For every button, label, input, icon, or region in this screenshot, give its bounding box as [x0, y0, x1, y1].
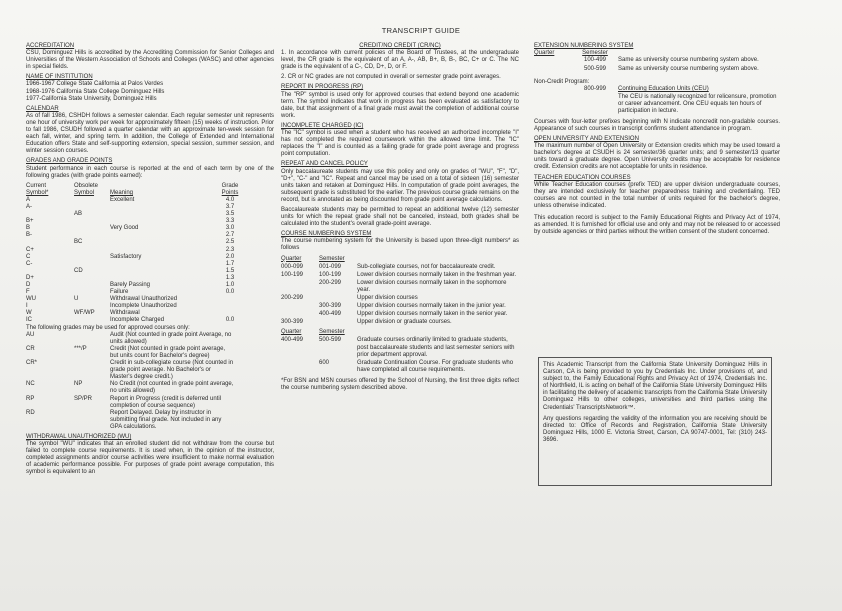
prefix-text: Courses with four-letter prefixes beginning with N indicate noncredit non-gradable courses. Appearance of such courses in transcript confirms student attendance in program.	[534, 118, 780, 132]
ext-description: Same as university course numbering system above.	[618, 57, 759, 64]
approved-grade-row	[26, 346, 274, 360]
cn-text: The course numbering system for the University is based upon three-digit numbers* as follows	[281, 238, 519, 252]
grade-obsolete-symbol	[74, 218, 110, 225]
grade-obsolete-symbol	[74, 282, 110, 289]
grade-current-symbol: I	[26, 303, 28, 310]
course-number-row	[281, 272, 519, 279]
grade-meaning	[110, 275, 208, 282]
ext-description: Same as university course numbering system above.	[618, 66, 759, 73]
grade-current-symbol: C	[26, 253, 31, 260]
grade-points: 3.0	[225, 225, 235, 232]
grade-meaning: Very Good	[110, 225, 139, 232]
grade-meaning: Barely Passing	[110, 282, 151, 288]
noncredit-label: Non-Credit Program:	[534, 79, 590, 86]
approved-symbol: CR*	[26, 360, 38, 367]
cn-hdr2-quarter: Quarter	[281, 329, 302, 336]
approved-grade-row	[26, 396, 274, 410]
cn-quarter: 400-499	[281, 337, 304, 344]
institution-name-line: 1977-California State University, Dominguez Hills	[26, 95, 157, 102]
cn-semester: 200-299	[319, 279, 342, 286]
approved-obsolete-symbol	[74, 332, 110, 346]
grade-current-symbol: WU	[26, 296, 36, 303]
ic-text: The "IC" symbol is used when a student who has received an authorized incomplete "I" has not completed the required coursework within the allowed time limit. The "IC" replaces the "I" and is counted as a failing grade for grade point average and progress point computation.	[281, 130, 519, 158]
open-heading: OPEN UNIVERSITY AND EXTENSION	[534, 136, 639, 143]
cn-header	[281, 256, 519, 263]
grade-meaning: Withdrawal Unauthorized	[110, 296, 178, 303]
grade-points: 2.5	[225, 239, 235, 246]
grade-current-symbol: B+	[26, 218, 34, 225]
grade-points: 0.0	[225, 317, 235, 324]
grade-points: 0.0	[225, 289, 235, 296]
credit-heading: CREDIT/NO CREDIT (CR/NC)	[359, 43, 441, 49]
cn-description: Graduate Continuation Course. For graduate students who have completed all course requirements.	[357, 359, 514, 373]
extension-row	[534, 57, 780, 64]
grade-row	[26, 317, 274, 324]
course-number-row	[281, 337, 519, 358]
grade-meaning	[110, 218, 208, 225]
hdr-points: Points	[221, 189, 239, 196]
grade-points: 2.7	[225, 232, 235, 239]
grade-rows	[26, 197, 274, 325]
hdr-obsolete: Obsolete	[74, 182, 99, 189]
grades-header-row-2	[26, 190, 274, 197]
course-number-row	[281, 295, 519, 302]
cn-quarter: 000-099	[281, 263, 304, 270]
ext-semester: 100-499	[583, 57, 607, 64]
cn-description: Upper division or graduate courses.	[357, 319, 452, 326]
grade-row	[26, 289, 274, 296]
grade-row	[26, 303, 274, 310]
approved-obsolete-symbol: SP/PR	[74, 395, 93, 402]
cn-semester: 400-499	[319, 311, 342, 318]
grade-obsolete-symbol: AB	[74, 211, 83, 218]
rp-text: The "RP" symbol is used only for approved courses that extend beyond one academic term. The symbol indicates that work in progress has been evaluated as satisfactory to date, but that assignment of a final grade must await the completion of additional course work.	[281, 91, 519, 119]
grade-meaning: Failure	[110, 289, 129, 296]
grade-points: 1.7	[225, 260, 235, 267]
ext-quarter	[534, 57, 572, 64]
grade-obsolete-symbol	[74, 275, 110, 282]
grade-current-symbol: B	[26, 225, 31, 232]
grade-current-symbol	[26, 239, 74, 246]
grade-points: 3.3	[225, 218, 235, 225]
course-number-row	[281, 360, 519, 374]
approved-obsolete-symbol	[74, 360, 110, 381]
ext-hdr-quarter: Quarter	[534, 50, 555, 57]
repeat-text-1: Only baccalaureate students may use this policy and only on grades of "WU", "F", "D", "D+", "C-" and "IC". Repeat and cancel may be used on a total of sixteen (16) semester units taken and retaken at Dominguez Hills. In computation of grade point averages, the subsequent grade is substituted for the earlier. The previous course grade remains on the record, but is annotated as being discounted from grade point average calculations.	[281, 168, 519, 203]
approved-meaning: No Credit (not counted in grade point average, no units allowed)	[110, 381, 234, 395]
grade-obsolete-symbol: CD	[74, 267, 83, 274]
grade-row	[26, 247, 274, 254]
wu-text: The symbol "WU" indicates that an enrolled student did not withdraw from the course but failed to complete course requirements. It is used when, in the opinion of the instructor, completed assignments and/or course activities were insufficient to make normal evaluation of academic performance possible. For purposes of grade point average computation, this symbol is equivalent to an	[26, 441, 274, 476]
grade-obsolete-symbol	[74, 254, 110, 261]
grade-row	[26, 275, 274, 282]
middle-column	[281, 43, 519, 395]
grade-obsolete-symbol: WF/WP	[74, 310, 95, 317]
grade-row	[26, 268, 274, 275]
course-number-row	[281, 311, 519, 318]
approved-obsolete-symbol	[74, 410, 110, 431]
cn-semester: 300-399	[319, 303, 342, 310]
approved-text: The following grades may be used for approved courses only:	[26, 324, 190, 331]
grades-heading: GRADES AND GRADE POINTS	[26, 158, 113, 165]
hdr-blank	[110, 183, 208, 190]
calendar-text: As of fall 1986, CSHDH follows a semester calendar. Each regular semester unit represents one hour of university work per week for approximately fifteen (15) weeks of instruction. Prior to fall 1986, CSUDH followed a quarter calendar with an approximate ten-week session for each fall, winter, and spring term. In addition, the College of Extended and International Education offers State and self-supporting extension, special session, summer session, and winter session courses.	[26, 112, 274, 155]
cn-hdr-quarter: Quarter	[281, 255, 302, 262]
noncredit-row	[534, 86, 780, 114]
course-number-row	[281, 280, 519, 294]
grade-row	[26, 261, 274, 268]
hdr-meaning: Meaning	[110, 189, 134, 196]
cn-description: Lower division courses normally taken in the sophomore year.	[357, 279, 507, 293]
grade-meaning: Excellent	[110, 196, 135, 203]
cn-header-2	[281, 329, 519, 336]
cn-quarter	[281, 303, 319, 310]
cn-description: Upper division courses normally taken in the senior year.	[357, 311, 508, 318]
cn-semester	[319, 319, 357, 326]
cn-heading: COURSE NUMBERING SYSTEM	[281, 231, 372, 238]
grade-current-symbol: C+	[26, 246, 34, 253]
extension-row	[534, 66, 780, 73]
grade-meaning: Incomplete Unauthorized	[110, 303, 177, 310]
grade-current-symbol	[26, 268, 74, 275]
ext-semester: 500-599	[583, 66, 607, 73]
grade-meaning	[110, 268, 208, 275]
rp-heading: REPORT IN PROGRESS (RP)	[281, 84, 364, 91]
cn-description: Sub-collegiate courses, not for baccalaureate credit.	[357, 263, 496, 270]
grade-points: 3.5	[225, 211, 235, 218]
accreditation-heading: ACCREDITATION	[26, 43, 75, 49]
grade-row	[26, 254, 274, 261]
cn-footnote: *For BSN and MSN courses offered by the School of Nursing, the first three digits reflect the course numbering system described above.	[281, 377, 519, 392]
grade-obsolete-symbol	[74, 303, 110, 310]
repeat-heading: REPEAT AND CANCEL POLICY	[281, 161, 368, 168]
grade-meaning	[110, 211, 208, 218]
ext-hdr-semester: Semester	[582, 50, 608, 57]
grade-row	[26, 197, 274, 204]
grade-obsolete-symbol	[74, 197, 110, 204]
approved-grade-row	[26, 381, 274, 395]
ext-heading: EXTENSION NUMBERING SYSTEM	[534, 43, 634, 49]
cn-quarter: 300-399	[281, 319, 304, 326]
grade-current-symbol: A-	[26, 203, 32, 210]
grade-row	[26, 282, 274, 289]
cn-hdr2-semester: Semester	[319, 329, 345, 336]
grade-meaning	[110, 261, 208, 268]
grade-row	[26, 232, 274, 239]
approved-grade-row	[26, 360, 274, 381]
cn-description: Upper division courses	[357, 295, 418, 301]
grade-meaning	[110, 247, 208, 254]
grade-points: 1.5	[225, 267, 235, 274]
grade-row	[26, 218, 274, 225]
grade-meaning: Incomplete Charged	[110, 317, 165, 324]
approved-meaning: Report in Progress (credit is deferred until completion of course sequence)	[110, 395, 222, 409]
approved-meaning: Report Delayed. Delay by instructor in submitting final grade. Not included in any GPA calculations.	[110, 409, 222, 430]
approved-grade-row	[26, 410, 274, 431]
grade-obsolete-symbol: BC	[74, 239, 83, 246]
approved-meaning: Audit (Not counted in grade point Average, no units allowed)	[110, 331, 232, 345]
approved-symbol: AU	[26, 331, 35, 338]
grade-obsolete-symbol	[74, 261, 110, 268]
noncredit-number: 800-999	[583, 86, 607, 93]
cn-semester	[319, 295, 357, 302]
grade-points: 2.3	[225, 246, 235, 253]
cn-description: Graduate courses ordinarily limited to graduate students, post baccalaureate students and last semester seniors with prior department approval.	[357, 337, 515, 358]
open-text: The maximum number of Open University or Extension credits which may be used toward a bachelor's degree at CSUDH is 24 semester/36 quarter units; and 9 semester/13 quarter units toward a graduate degree. Open University credits may be acceptable for residence credit. Extension credits are not acceptable for units in residence.	[534, 143, 780, 171]
cn-rows	[281, 264, 519, 327]
left-column	[26, 43, 274, 480]
ext-quarter	[534, 66, 572, 73]
calendar-heading: CALENDAR	[26, 105, 59, 112]
approved-symbol: NC	[26, 381, 35, 388]
cn-quarter: 200-299	[281, 295, 304, 301]
grade-points	[208, 303, 252, 310]
grade-current-symbol	[26, 211, 74, 218]
cn-semester: 500-599	[319, 337, 342, 344]
grade-points: 4.0	[225, 196, 235, 203]
repeat-text-2: Baccalaureate students may be permitted to repeat an additional twelve (12) semester units for which the repeat grade shall not be canceled, instead, both grades shall be calculated into the student's overall grade-point average.	[281, 206, 519, 228]
course-number-row	[281, 303, 519, 310]
approved-grade-row	[26, 332, 274, 346]
grade-points: 1.0	[225, 282, 235, 288]
approved-meaning: Credit in sub-collegiate course (Not counted in grade point average. No Bachelor's or Master's degree credit.)	[110, 360, 234, 381]
grade-meaning: Satisfactory	[110, 253, 142, 260]
credit-text-2: 2. CR or NC grades are not computed in overall or semester grade point averages.	[281, 74, 501, 81]
grade-current-symbol: IC	[26, 317, 32, 324]
grade-current-symbol: F	[26, 289, 30, 296]
ted-text: While Teacher Education courses (prefix TED) are upper division undergraduate courses, they are intended exclusively for teacher preparedness training and credentialing. TED courses are not counted in the total number of units required for the bachelor's degree, unless otherwise indicated.	[534, 181, 780, 209]
cn-quarter	[281, 360, 319, 374]
grade-points: 1.3	[225, 274, 235, 281]
page-title: TRANSCRIPT GUIDE	[381, 26, 461, 35]
grade-current-symbol: W	[26, 310, 32, 317]
cn-quarter	[281, 311, 319, 318]
grade-meaning	[110, 204, 208, 211]
notice-text-2: Any questions regarding the validity of the information you are receiving should be directed to: Office of Records and Registration, California State University Dominguez Hills, 1000 E. Victoria Street, Carson, CA 90747-0001, Tel: (310) 243-3696.	[543, 415, 767, 443]
grade-meaning	[110, 239, 208, 246]
cn-description: Upper division courses normally taken in the junior year.	[357, 303, 506, 310]
credentials-notice-box	[538, 357, 772, 486]
grade-current-symbol: D	[26, 282, 31, 288]
ic-heading: INCOMPLETE CHARGED (IC)	[281, 122, 364, 129]
hdr-symbol2: Symbol	[74, 189, 95, 196]
cn-quarter	[281, 280, 319, 294]
approved-symbol: CR	[26, 345, 35, 352]
approved-obsolete-symbol: ***/P	[74, 345, 87, 352]
grade-points: 3.7	[225, 203, 235, 210]
approved-symbol: RP	[26, 395, 35, 402]
grade-points	[208, 296, 252, 303]
approved-symbol: RD	[26, 409, 35, 416]
notice-text-1: This Academic Transcript from the California State University Dominguez Hills in Carson, CA is being provided to you by Credentials Inc. Under provisions of, and subject to, the Family Educational Rights and Privacy Act of 1974, Credentials Inc. of Northfield, IL is acting on behalf of the California State University Dominguez Hills in facilitating the delivery of academic transcripts from the California State University Dominguez Hills to other colleges, universities and third parties using the Credentials' TranscriptsNetwork™.	[543, 362, 767, 411]
grade-points	[208, 310, 252, 317]
approved-obsolete-symbol: NP	[74, 381, 83, 388]
name-heading: NAME OF INSTITUTION	[26, 74, 93, 81]
right-column	[534, 43, 780, 239]
grade-row	[26, 239, 274, 246]
grade-obsolete-symbol	[74, 232, 110, 239]
approved-rows	[26, 332, 274, 431]
institution-name-list	[26, 81, 274, 102]
grade-row	[26, 296, 274, 303]
institution-name-line: 1968-1976 California State College Dominguez Hills	[26, 88, 165, 95]
grades-text: Student performance in each course is reported at the end of each term by one of the following grades (with grade points earned):	[26, 165, 274, 179]
credit-text-1: 1. In accordance with current policies of the Board of Trustees, at the undergraduate level, the CR grade is the equivalent of an A, A-, AB, B+, B, B-, BC, C+ or C. The NC grade is the equivalent of a C-, CD, D+, D, or F.	[281, 50, 519, 71]
grade-row	[26, 310, 274, 317]
grades-table	[26, 183, 274, 325]
ext-rows	[534, 57, 780, 73]
grade-current-symbol: C-	[26, 260, 33, 267]
grade-obsolete-symbol	[74, 225, 110, 232]
privacy-text: This education record is subject to the Family Educational Rights and Privacy Act of 1974, as amended. It is furnished for official use and only and may not be released to or accessed by outside agencies or third parties without the written consent of the student concerned.	[534, 214, 780, 236]
cn-semester: 001-099	[319, 263, 342, 270]
cn-description: Lower division courses normally taken in the freshman year.	[357, 271, 517, 278]
grade-meaning	[110, 232, 208, 239]
noncredit-desc: The CEU is nationally recognized for relicensure, promotion or career advancement. One CEU equals ten hours of participation in lecture.	[618, 93, 777, 114]
cn-semester: 100-199	[319, 271, 342, 278]
course-number-row	[281, 264, 519, 271]
ext-header	[534, 50, 780, 57]
course-number-row	[281, 319, 519, 326]
grade-obsolete-symbol	[74, 317, 110, 324]
grade-points: 2.0	[225, 253, 235, 260]
cn-rows-2	[281, 337, 519, 373]
grade-obsolete-symbol	[74, 247, 110, 254]
grade-obsolete-symbol	[74, 289, 110, 296]
cn-quarter: 100-199	[281, 271, 304, 278]
wu-heading: WITHDRAWAL UNAUTHORIZED (WU)	[26, 433, 132, 440]
grade-meaning: Withdrawal	[110, 310, 140, 317]
grade-row	[26, 204, 274, 211]
cn-semester: 600	[319, 359, 330, 366]
approved-meaning: Credit (Not counted in grade point average, but units count for Bachelor's degree)	[110, 345, 226, 359]
ted-heading: TEACHER EDUCATION COURSES	[534, 174, 631, 181]
grades-header-row-1	[26, 183, 274, 190]
grade-obsolete-symbol: U	[74, 296, 79, 303]
grade-current-symbol: A	[26, 196, 31, 203]
grade-current-symbol: B-	[26, 232, 32, 239]
hdr-symbol: Symbol*	[26, 189, 49, 196]
accreditation-text: CSU, Dominguez Hills is accredited by the Accrediting Commission for Senior Colleges and Universities of the Western Association of Schools and Colleges (WASC) and other agencies in special fields.	[26, 50, 274, 71]
cn-hdr-semester: Semester	[319, 255, 345, 262]
institution-name-line: 1966-1967 College State California at Palos Verdes	[26, 81, 164, 88]
grade-current-symbol: D+	[26, 274, 34, 281]
hdr-grade: Grade	[221, 182, 239, 189]
grade-row	[26, 225, 274, 232]
hdr-current: Current	[26, 182, 47, 189]
grade-obsolete-symbol	[74, 204, 110, 211]
grade-row	[26, 211, 274, 218]
noncredit-title: Continuing Education Units (CEU)	[618, 86, 709, 93]
